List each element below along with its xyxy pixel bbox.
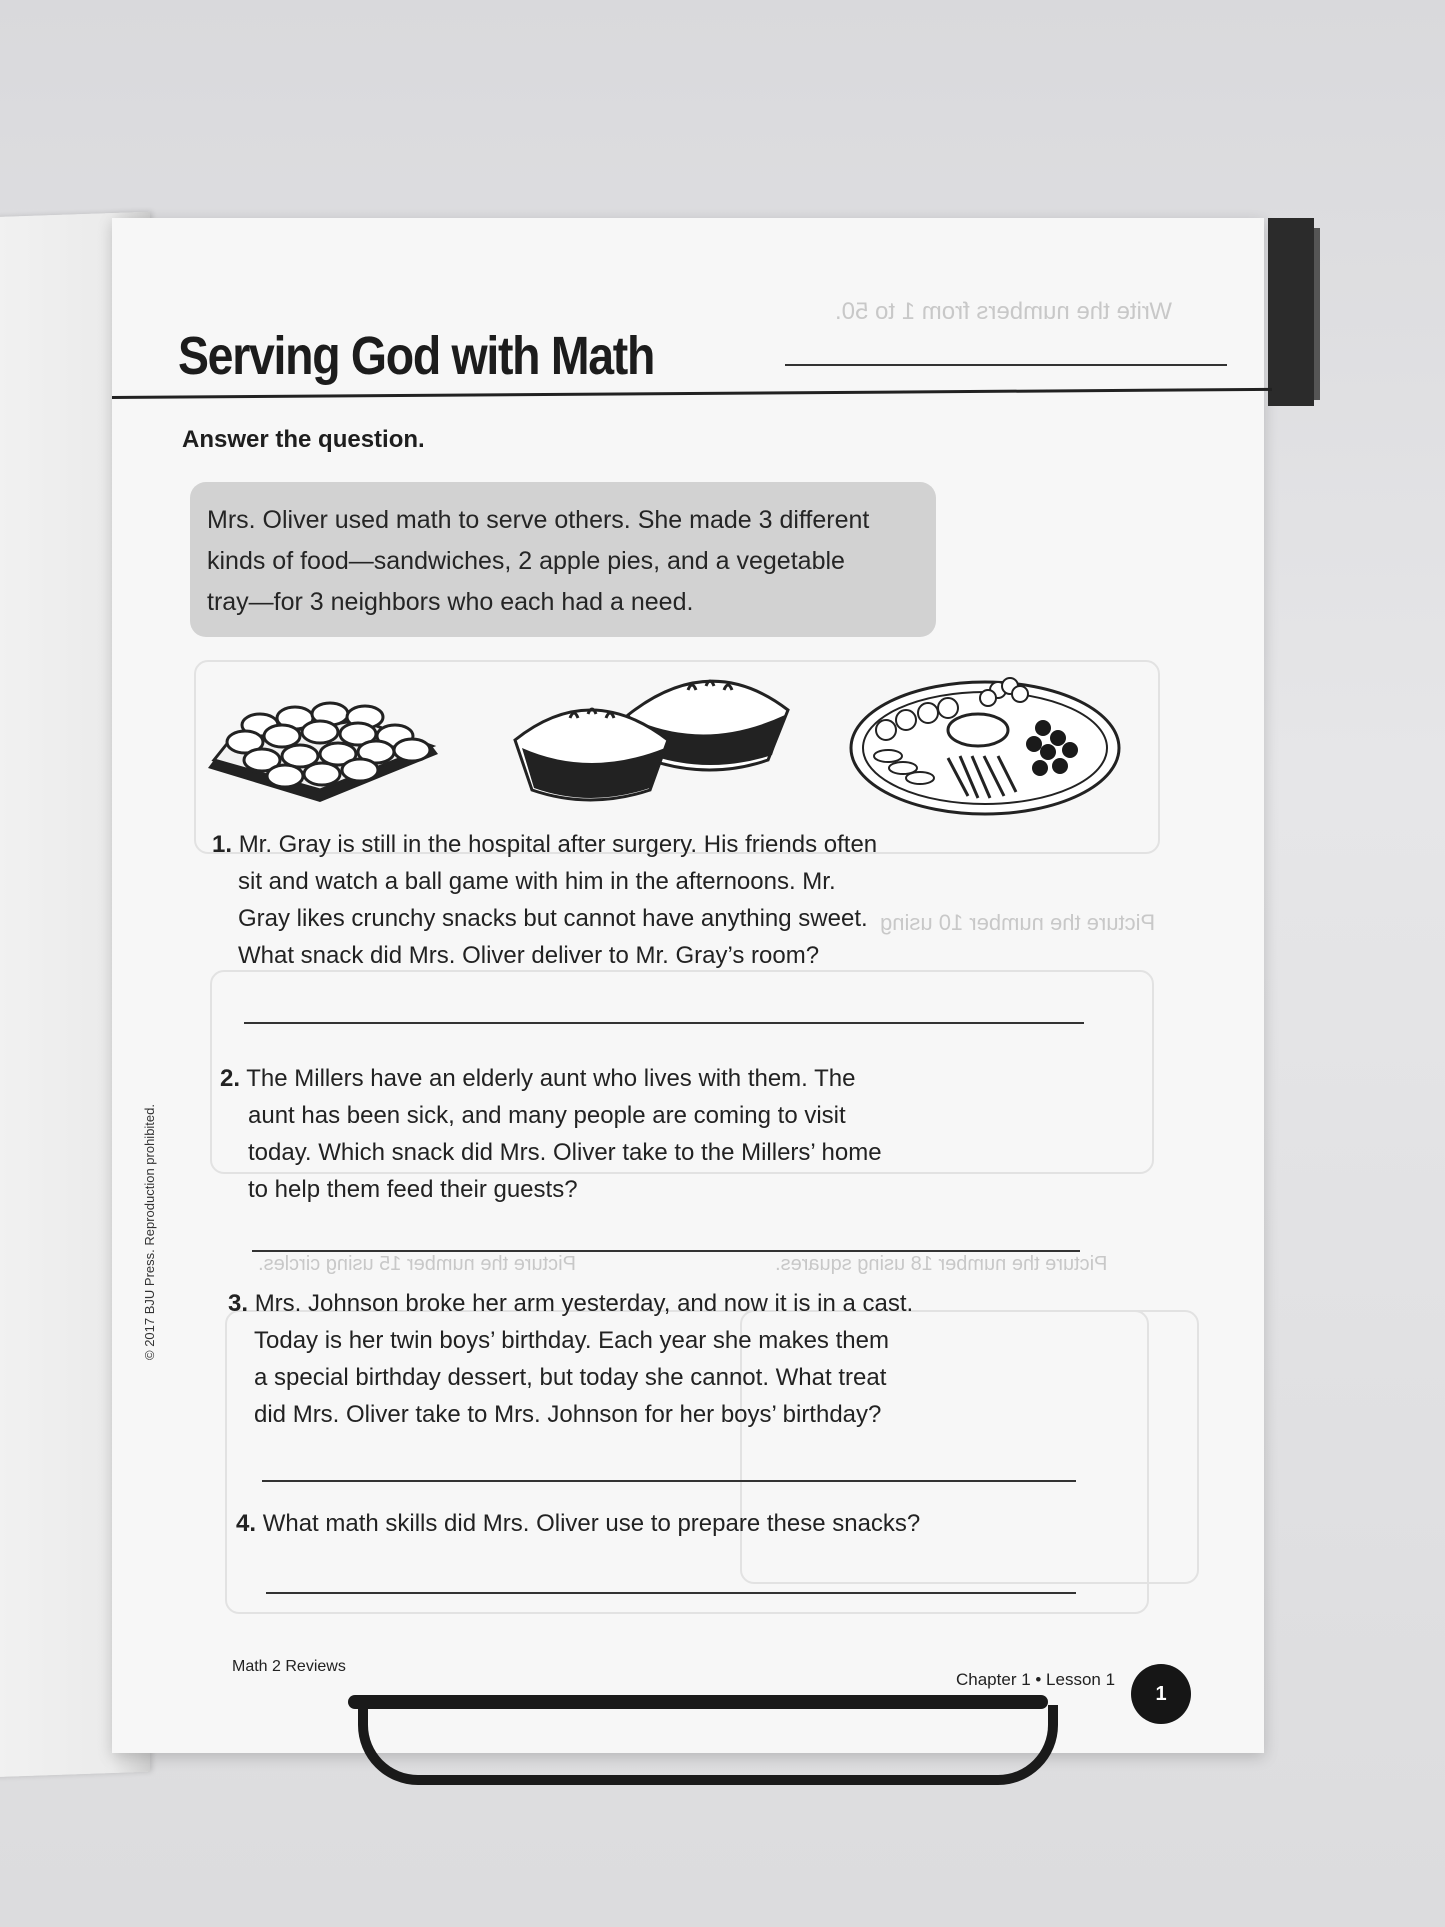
page-edge-tab-shadow: [1314, 228, 1320, 400]
question-number: 3.: [228, 1290, 249, 1317]
question-line: The Millers have an elderly aunt who lives with them. The: [246, 1065, 856, 1092]
question-line: to help them feed their guests?: [248, 1176, 578, 1203]
chapter-lesson: Chapter 1 • Lesson 1: [956, 1670, 1116, 1689]
ghost-text-mid: Picture the number 10 using: [880, 910, 1156, 935]
question-line: today. Which snack did Mrs. Oliver take to the Millers’ home: [248, 1139, 882, 1166]
question-line: aunt has been sick, and many people are coming to visit: [248, 1102, 846, 1129]
apple-pies-icon: [510, 660, 800, 805]
question-4: [236, 1505, 920, 1542]
question-line: Mr. Gray is still in the hospital after surgery. His friends often: [238, 831, 878, 858]
page-edge-tab: [1268, 218, 1314, 406]
question-line: a special birthday dessert, but today she cannot. What treat: [254, 1364, 887, 1391]
question-2: [220, 1060, 882, 1208]
answer-line-4[interactable]: [266, 1592, 1076, 1594]
question-number: 2.: [220, 1065, 241, 1092]
vegetable-tray-icon: [848, 668, 1123, 818]
sandwich-tray-icon: [200, 690, 445, 810]
instruction: Answer the question.: [182, 426, 425, 453]
ghost-text-lower-right: Picture the number 18 using squares.: [775, 1253, 1108, 1275]
question-line: Today is her twin boys’ birthday. Each year she makes them: [254, 1327, 889, 1354]
book-title: Math 2 Reviews: [232, 1658, 346, 1675]
ghost-text-lower-left: Picture the number 15 using circles.: [258, 1253, 576, 1275]
question-number: 1.: [212, 831, 233, 858]
story-line: tray—for 3 neighbors who each had a need.: [207, 588, 694, 616]
name-line[interactable]: [785, 364, 1227, 366]
story-line: Mrs. Oliver used math to serve others. She made 3 different: [207, 506, 870, 534]
ghost-text-top: Write the numbers from 1 to 50.: [835, 298, 1173, 325]
question-line: What math skills did Mrs. Oliver use to prepare these snacks?: [262, 1510, 921, 1537]
question-line: sit and watch a ball game with him in the afternoons. Mr.: [238, 868, 836, 895]
question-3: [228, 1285, 913, 1433]
page-title: Serving God with Math: [178, 326, 655, 386]
question-1: [212, 826, 877, 974]
page-number-badge: 1: [1131, 1664, 1191, 1724]
answer-line-1[interactable]: [244, 1022, 1084, 1024]
story-line: kinds of food—sandwiches, 2 apple pies, and a vegetable: [207, 547, 845, 575]
question-line: did Mrs. Oliver take to Mrs. Johnson for her boys’ birthday?: [254, 1401, 882, 1428]
question-line: What snack did Mrs. Oliver deliver to Mr. Gray’s room?: [238, 942, 820, 969]
book-stand: [358, 1705, 1058, 1785]
answer-line-2[interactable]: [252, 1250, 1080, 1252]
answer-line-3[interactable]: [262, 1480, 1076, 1482]
question-line: Gray likes crunchy snacks but cannot have anything sweet.: [238, 905, 868, 932]
story-text: [207, 500, 907, 623]
question-number: 4.: [236, 1510, 257, 1537]
copyright-notice: © 2017 BJU Press. Reproduction prohibited.: [142, 1104, 157, 1360]
question-line: Mrs. Johnson broke her arm yesterday, and now it is in a cast.: [254, 1290, 914, 1317]
